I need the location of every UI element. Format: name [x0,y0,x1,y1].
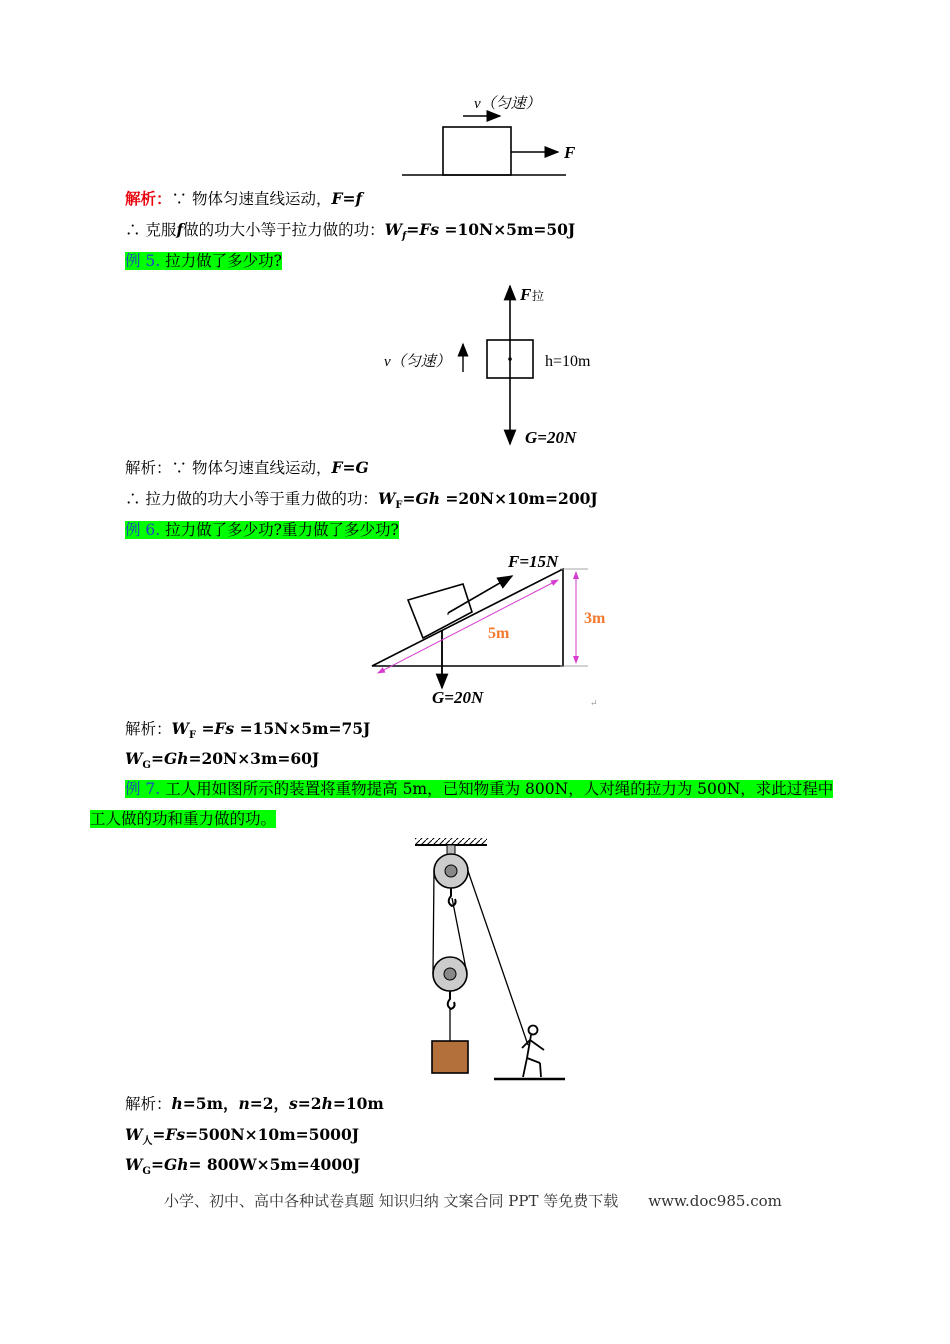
slope-length-label: 5m [488,625,510,642]
gravity-label-3: G=20N [432,688,484,707]
movable-hook [448,991,455,1009]
height-label: h=10m [545,353,591,370]
example-7-title: 例 7. 工人用如图所示的装置将重物提高 5m，已知物重为 800N，人对绳的拉力为 500N，求此过程中 [125,780,834,798]
gravity-label: G=20N [525,428,577,447]
return-mark: ↵ [590,698,598,708]
analysis-line-9: $W_G=Gh= 800W\times 5m=4000J$ [125,1155,361,1178]
page-footer: 小学、初中、高中各种试卷真题 知识归纳 文案合同 PPT 等免费下载 www.doc985.com [164,1192,782,1210]
analysis-line-7: 解析：h=5m，n=2，s=2h=10m [125,1094,384,1113]
example-6-title: 例 6. 拉力做了多少功?重力做了多少功? [125,521,399,539]
analysis-line-8: $W_人=Fs=500N\times 10m=5000J$ [125,1125,360,1148]
pull-force-label-3: F=15N [508,552,559,571]
fixed-hook [449,888,456,906]
rope-3 [468,871,528,1045]
analysis-line-4: ∴ 拉力做的功大小等于重力做的功：$W_F=Gh =20N\times 10m=200J$ [125,489,598,512]
ceiling [415,838,487,845]
analysis-line-1: 解析：∵ 物体匀速直线运动，F=f [125,189,363,208]
example-7-title-cont: 工人做的功和重力做的功。 [90,810,277,828]
example-5-title: 例 5. 拉力做了多少功? [125,252,282,270]
rope-1 [433,871,434,974]
velocity-label: v（匀速） [474,96,541,112]
analysis-line-2: ∴ 克服f做的功大小等于拉力做的功：$W_f=Fs =10N\times 5m=50J$ [125,220,576,243]
load-box [432,1041,468,1073]
pull-force-sub: 拉 [532,289,545,303]
analysis-line-5: 解析：$W_F =Fs =15N\times 5m=75J$ [125,719,371,742]
analysis-line-3: 解析：∵ 物体匀速直线运动，F=G [125,458,369,477]
analysis-line-6: $W_G=Gh=20N\times 3m=60J$ [125,749,320,772]
force-label: F [564,143,576,162]
worker-figure [522,1026,544,1078]
height-label-3: 3m [584,610,606,627]
velocity-label-2: v（匀速） [384,354,451,370]
pull-force-label: F [520,285,532,304]
